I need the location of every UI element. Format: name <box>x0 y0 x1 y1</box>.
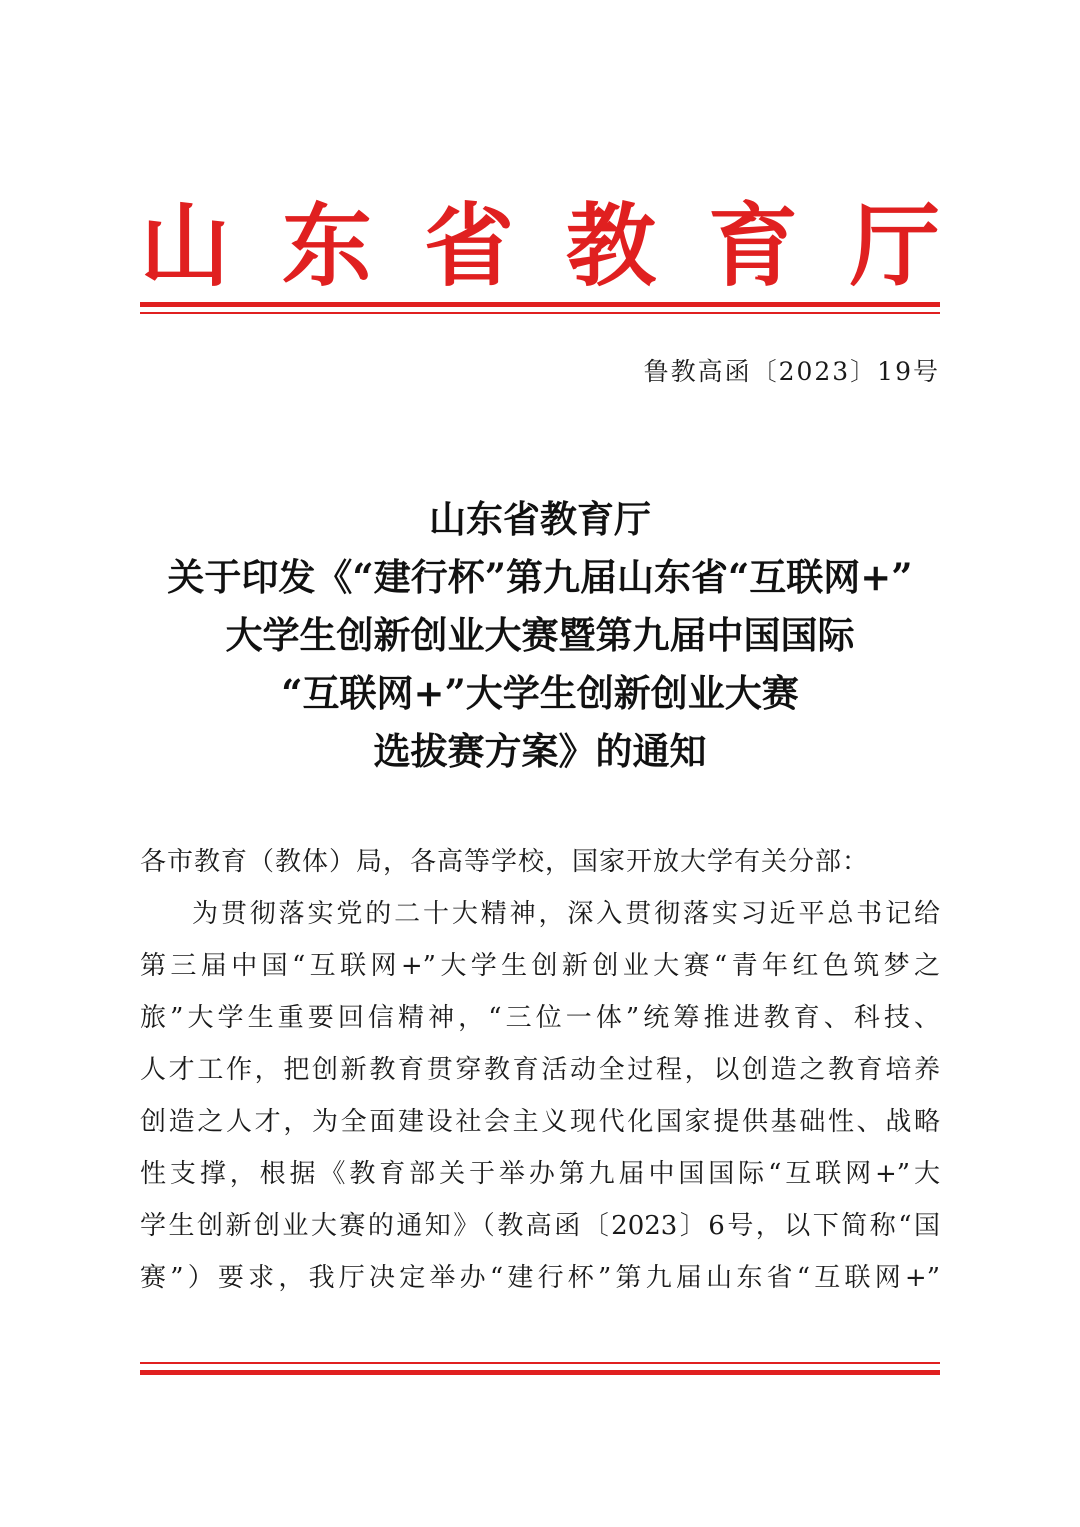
masthead-char: 育 <box>708 193 798 299</box>
header-rule-thin <box>140 312 940 314</box>
paragraph-line: 创造之人才，为全面建设社会主义现代化国家提供基础性、战略 <box>140 1107 940 1137</box>
masthead-char: 山 <box>140 193 230 299</box>
title-line: 关于印发《“建行杯”第九届山东省“互联网+” <box>167 555 913 599</box>
footer-rule-thin <box>140 1362 940 1364</box>
paragraph-line: 人才工作，把创新教育贯穿教育活动全过程，以创造之教育培养 <box>140 1055 940 1085</box>
paragraph-line: 赛”）要求，我厅决定举办“建行杯”第九届山东省“互联网+” <box>140 1263 940 1293</box>
paragraph-line: 性支撑，根据《教育部关于举办第九届中国国际“互联网+”大 <box>140 1159 940 1189</box>
document-title <box>100 490 980 780</box>
title-line: 大学生创新创业大赛暨第九届中国国际 <box>225 613 855 657</box>
header-rule-thick <box>140 302 940 307</box>
masthead-char: 教 <box>566 193 656 299</box>
footer-rule-thick <box>140 1370 940 1375</box>
masthead-char: 厅 <box>850 193 940 299</box>
document-number: 鲁教高函〔2023〕19号 <box>643 357 940 386</box>
masthead-title <box>140 193 940 299</box>
title-line: “互联网+”大学生创新创业大赛 <box>281 671 799 715</box>
masthead-char: 东 <box>282 193 372 299</box>
title-line: 选拔赛方案》的通知 <box>373 729 707 773</box>
document-body <box>140 836 940 1304</box>
masthead-char: 省 <box>424 193 514 299</box>
paragraph-line: 学生创新创业大赛的通知》（教高函〔2023〕6号，以下简称“国 <box>140 1211 940 1241</box>
paragraph-line: 旅”大学生重要回信精神，“三位一体”统筹推进教育、科技、 <box>140 1003 940 1033</box>
paragraph-line: 第三届中国“互联网+”大学生创新创业大赛“青年红色筑梦之 <box>140 951 940 981</box>
salutation: 各市教育（教体）局，各高等学校，国家开放大学有关分部： <box>140 847 870 877</box>
paragraph-line: 为贯彻落实党的二十大精神，深入贯彻落实习近平总书记给 <box>192 899 940 929</box>
title-line: 山东省教育厅 <box>429 497 651 541</box>
